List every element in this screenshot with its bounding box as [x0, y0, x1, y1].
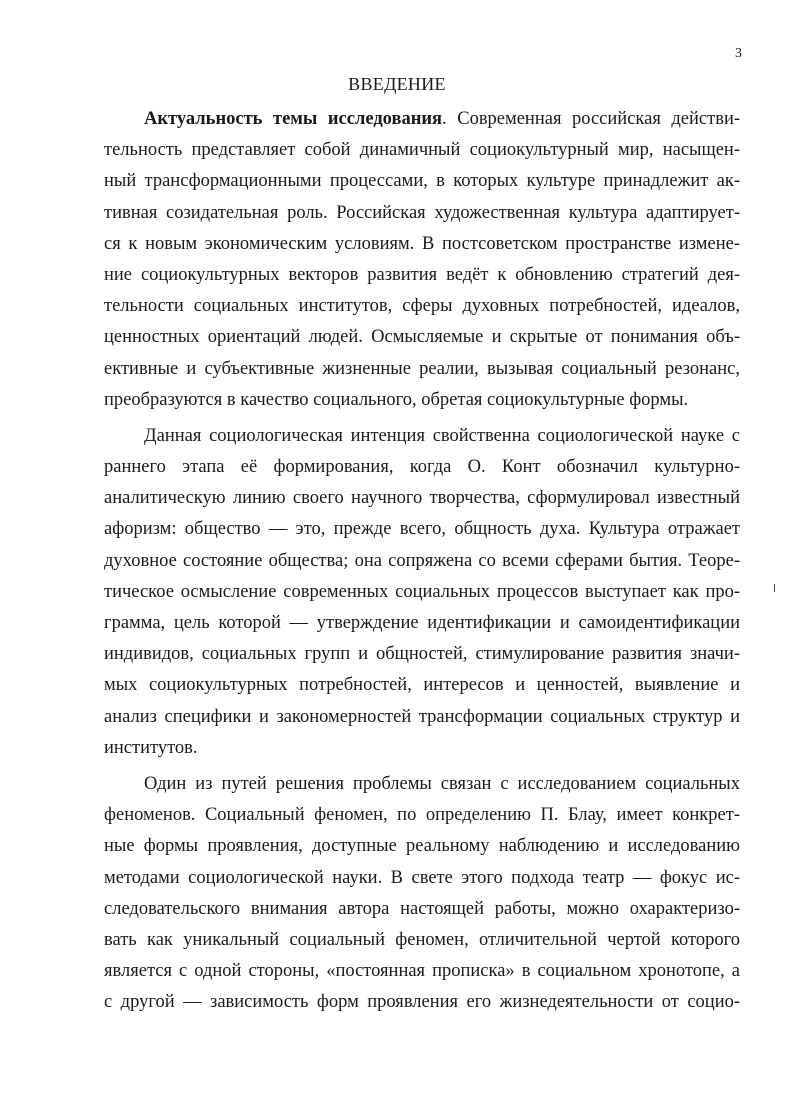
text-line: вать как уникальный социальный феномен, отличительной чертой которого: [104, 929, 740, 950]
text-line: ние социокультурных векторов развития ведёт к обновлению стратегий дея-: [104, 264, 740, 285]
text-line: раннего этапа её формирования, когда О. Конт обозначил культурно-: [104, 457, 740, 478]
text-line: Данная социологическая интенция свойственна социологической науке с: [144, 425, 740, 446]
text-line: тическое осмысление современных социальных процессов выступает как про-: [104, 581, 740, 602]
text-line: индивидов, социальных групп и общностей, стимулирование развития значи-: [104, 644, 740, 665]
text-line: мых социокультурных потребностей, интересов и ценностей, выявление и: [104, 675, 740, 696]
section-heading: ВВЕДЕНИЕ: [348, 74, 446, 94]
text-line: феноменов. Социальный феномен, по определению П. Блау, имеет конкрет-: [104, 805, 740, 826]
text-line: афоризм: общество — это, прежде всего, общность духа. Культура отражает: [104, 519, 740, 540]
paragraph-1-first-line: [104, 104, 740, 135]
text-line: грамма, цель которой — утверждение идентификации и самоидентификации: [104, 613, 740, 633]
text-line: методами социологической науки. В свете этого подхода театр — фокус ис-: [104, 867, 740, 888]
text-line: с другой — зависимость форм проявления его жизнедеятельности от социо-: [104, 992, 740, 1013]
text-line: анализ специфики и закономерностей трансформации социальных структур и: [104, 706, 740, 727]
body-text: [104, 104, 740, 1018]
page-number: 3: [735, 46, 742, 61]
text-line: тивная созидательная роль. Российская художественная культура адаптирует-: [104, 202, 740, 223]
text-line: ективные и субъективные жизненные реалии, вызывая социальный резонанс,: [104, 358, 740, 379]
text-line: тельность представляет собой динамичный социокультурный мир, насыщен-: [104, 140, 740, 161]
text-line: институтов.: [104, 737, 198, 758]
text-line: аналитическую линию своего научного творчества, сформулировал известный: [104, 488, 740, 509]
text-line: духовное состояние общества; она сопряжена со всеми сферами бытия. Теоре-: [104, 550, 740, 571]
text-line: ся к новым экономическим условиям. В постсоветском пространстве измене-: [104, 233, 740, 254]
text-line: ные формы проявления, доступные реальному наблюдению и исследованию: [104, 836, 740, 857]
text-line: следовательского внимания автора настоящей работы, можно охарактеризо-: [104, 898, 740, 919]
text-line: преобразуются в качество социального, обретая социокультурные формы.: [104, 389, 689, 410]
text-line: является с одной стороны, «постоянная прописка» в социальном хронотопе, а: [104, 961, 740, 982]
text-line: ценностных ориентаций людей. Осмысляемые и скрытые от понимания объ-: [104, 327, 740, 348]
text-line: тельности социальных институтов, сферы духовных потребностей, идеалов,: [104, 296, 740, 317]
lead-bold-phrase: Актуальность темы исследования: [144, 109, 443, 129]
lead-rest: . Современная российская действи-: [442, 109, 741, 129]
text-line: ный трансформационными процессами, в которых культуре принадлежит ак-: [104, 171, 740, 192]
text-line: Один из путей решения проблемы связан с исследованием социальных: [144, 773, 740, 794]
scan-edge-mark: [774, 584, 775, 592]
